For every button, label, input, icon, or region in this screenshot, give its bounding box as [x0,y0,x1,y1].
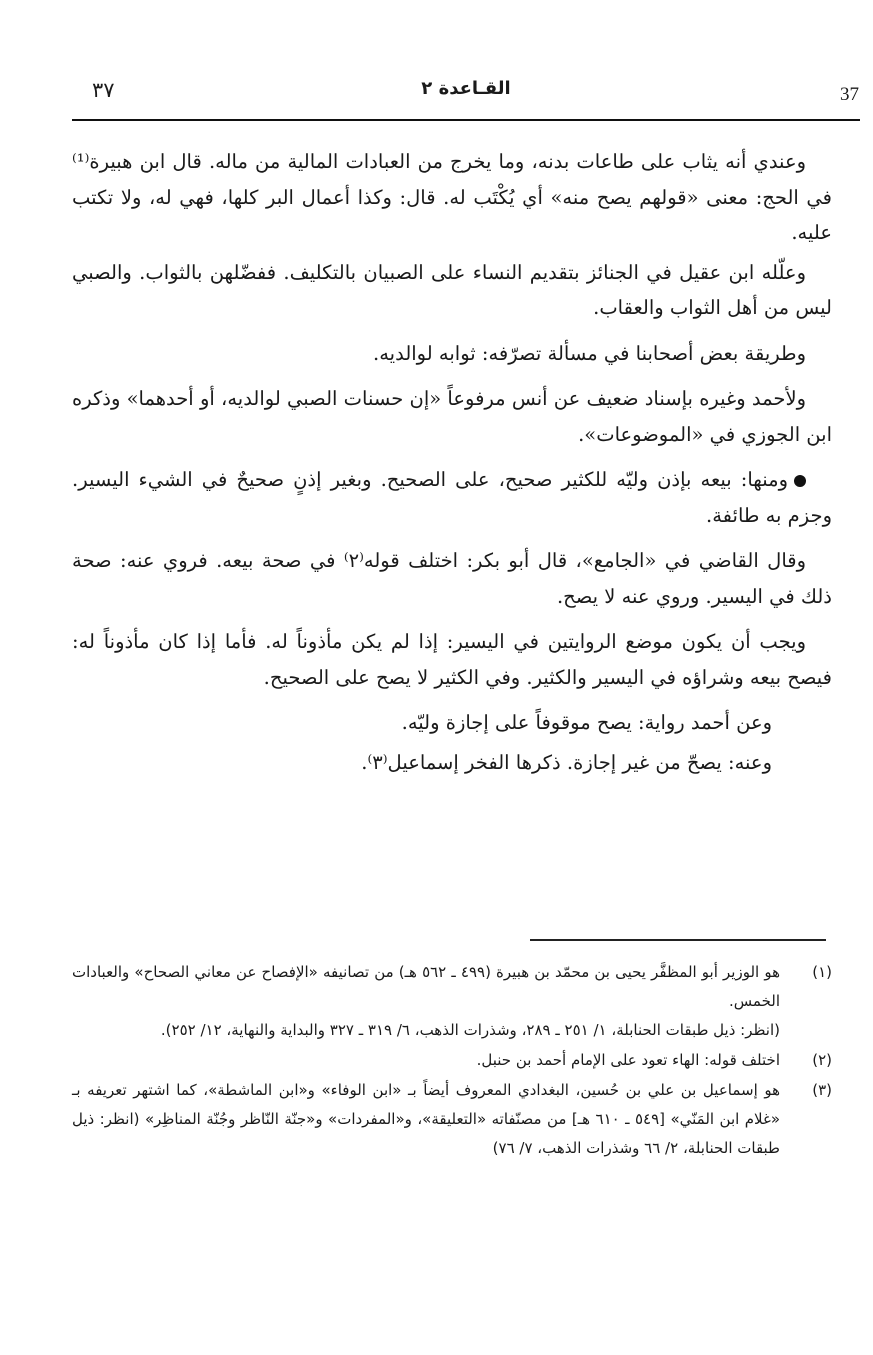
paragraph: وطريقة بعض أصحابنا في مسألة تصرّفه: ثوابه لوالديه. [373,341,806,365]
footnote-line: (انظر: ذيل طبقات الحنابلة، ١/ ٢٥١ ـ ٢٨٩، وشذرات الذهب، ٦/ ٣١٩ ـ ٣٢٧ والبداية والنهاية، ١٢/ ٢٥٢). [160,1021,780,1039]
paragraph: ويجب أن يكون موضع الروايتين في اليسير: إذا لم يكن مأذوناً له. فأما إذا كان مأذوناً له: فيصح بيعه وشراؤه في اليسير والكثير. وفي الكثير لا يصح على الصحيح. [72,630,832,689]
footnote-text [72,958,780,1045]
page-header [72,78,860,118]
paragraph: وعندي أنه يثاب على طاعات بدنه، وما يخرج من العبادات المالية من ماله. قال ابن هبيرة⁽¹⁾ في الحج: معنى «قولهم يصح منه» أي يُكْتَب له. قال: وكذا أعمال البر كلها، فهي له، ولا تكتب عليه. [72,150,832,244]
footnote-line: اختلف قوله: الهاء تعود على الإمام أحمد بن حنبل. [476,1051,780,1069]
paragraph-with-bullet [72,462,832,533]
paragraph: وعنه: يصحّ من غير إجازة. ذكرها الفخر إسماعيل⁽٣⁾. [361,750,772,774]
footnotes [72,958,832,1164]
footnote-2 [72,1046,832,1075]
footnote-3 [72,1076,832,1163]
footnote-text [72,1076,780,1163]
footnote-line: هو إسماعيل بن علي بن حُسين، البغدادي المعروف أيضاً بـ «ابن الوفاء» و«ابن الماشطة»، كما اشتهر تعريفه بـ «غلام ابن المَنّي» [٥٤٩ ـ ٦١٠ هـ] من مصنّفاته «التعليقة»، و«المفردات» و«جنّة النّاظر وجُنّة المناظِر» (انظر: ذيل طبقات الحنابلة، ٢/ ٦٦ وشذرات الذهب، ٧/ ٧٦) [72,1081,780,1157]
footnote-number: (٣) [812,1081,832,1099]
footnote-number: (٢) [812,1051,832,1069]
bullet-dot-icon [794,475,806,487]
footnote-text [72,1046,780,1075]
running-title: القـاعدة ٢ [421,78,511,99]
paragraph-text: ومنها: بيعه بإذن وليّه للكثير صحيح، على الصحيح. وبغير إذنٍ صحيحٌ في الشيء اليسير. وجزم به طائفة. [72,468,832,527]
header-rule [72,119,860,121]
footnote-1 [72,958,832,1045]
page-number-latin: 37 [840,84,859,105]
page-number-arabic: ٣٧ [92,78,115,102]
footnote-number: (١) [812,963,832,981]
paragraph: ولأحمد وغيره بإسناد ضعيف عن أنس مرفوعاً «إن حسنات الصبي لوالديه، أو أحدهما» وذكره ابن الجوزي في «الموضوعات». [72,387,832,446]
paragraph: وعلّله ابن عقيل في الجنائز بتقديم النساء على الصبيان بالتكليف. ففضّلهن بالثواب. والصبي ليس من أهل الثواب والعقاب. [72,260,832,319]
paragraph: وعن أحمد رواية: يصح موقوفاً على إجازة وليّه. [401,711,772,734]
footnote-separator [530,939,826,941]
footnote-line: هو الوزير أبو المظفَّر يحيى بن محمّد بن هبيرة (٤٩٩ ـ ٥٦٢ هـ) من تصانيفه «الإفصاح عن معاني الصحاح» والعبادات الخمس. [72,963,780,1010]
paragraph: وقال القاضي في «الجامع»، قال أبو بكر: اختلف قوله⁽٢⁾ في صحة بيعه. فروي عنه: صحة ذلك في اليسير. وروي عنه لا يصح. [72,549,832,608]
main-text [72,144,832,790]
